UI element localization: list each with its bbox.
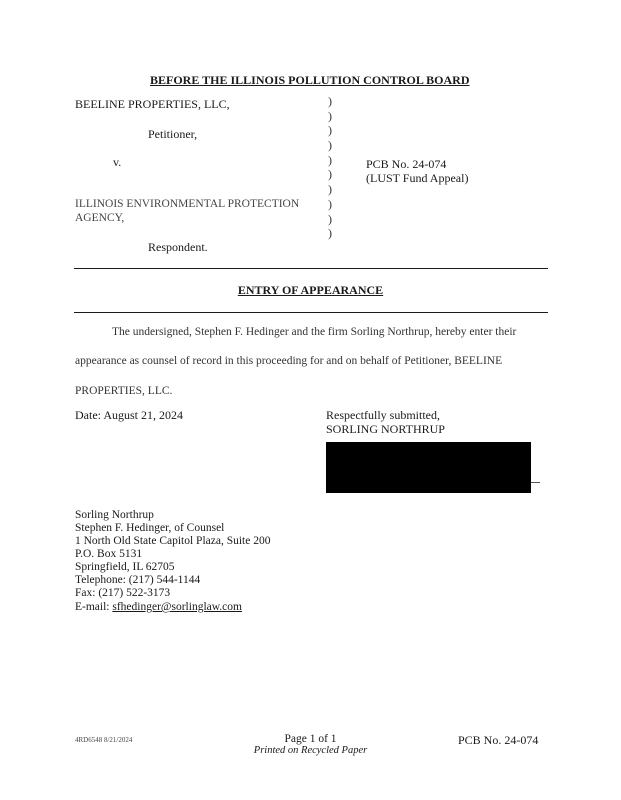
counsel-attorney: Stephen F. Hedinger, of Counsel — [75, 522, 225, 534]
paren: ) — [328, 152, 332, 167]
paren: ) — [328, 167, 332, 182]
body-line-3: PROPERTIES, LLC. — [75, 385, 173, 397]
signature-closing: Respectfully submitted, — [326, 408, 440, 422]
respondent-role: Respondent. — [148, 240, 208, 254]
footer-page-number: Page 1 of 1 — [284, 733, 337, 745]
body-line-2: appearance as counsel of record in this proceeding for and on behalf of Petitioner, BEELINE — [75, 355, 503, 367]
caption-parentheses — [328, 94, 332, 241]
counsel-email-row — [75, 600, 242, 614]
body-line-1: The undersigned, Stephen F. Hedinger and the firm Sorling Northrup, hereby enter their — [112, 326, 517, 338]
paren: ) — [328, 196, 332, 211]
paren: ) — [328, 182, 332, 197]
redacted-signature — [326, 442, 531, 493]
divider-bottom — [74, 312, 548, 313]
footer-doc-id: 4RD6548 8/21/2024 — [75, 736, 133, 744]
paren: ) — [328, 226, 332, 241]
divider-top — [74, 268, 548, 269]
email-label: E-mail: — [75, 601, 110, 613]
footer-recycled-note: Printed on Recycled Paper — [253, 745, 368, 756]
case-number: PCB No. 24-074 — [366, 157, 447, 171]
petitioner-name: BEELINE PROPERTIES, LLC, — [75, 97, 230, 111]
document-heading: ENTRY OF APPEARANCE — [237, 283, 384, 297]
signature-firm: SORLING NORTHRUP — [326, 422, 445, 436]
counsel-firm: Sorling Northrup — [75, 509, 154, 521]
date-line: Date: August 21, 2024 — [75, 408, 183, 422]
versus-label: v. — [113, 155, 122, 169]
footer-case-number: PCB No. 24-074 — [458, 733, 539, 747]
paren: ) — [328, 138, 332, 153]
paren: ) — [328, 123, 332, 138]
counsel-address-1: 1 North Old State Capitol Plaza, Suite 200 — [75, 535, 271, 547]
paren: ) — [328, 108, 332, 123]
email-link[interactable]: sfhedinger@sorlinglaw.com — [112, 601, 242, 613]
counsel-address-2: P.O. Box 5131 — [75, 548, 143, 560]
petitioner-role: Petitioner, — [148, 127, 198, 141]
board-title: BEFORE THE ILLINOIS POLLUTION CONTROL BOARD — [150, 73, 470, 87]
respondent-name-line2: AGENCY, — [75, 212, 125, 224]
paren: ) — [328, 211, 332, 226]
paren: ) — [328, 94, 332, 108]
respondent-name-line1: ILLINOIS ENVIRONMENTAL PROTECTION — [75, 198, 300, 210]
counsel-telephone: Telephone: (217) 544-1144 — [75, 574, 201, 586]
case-type: (LUST Fund Appeal) — [366, 171, 469, 185]
counsel-address-3: Springfield, IL 62705 — [75, 561, 175, 573]
counsel-fax: Fax: (217) 522-3173 — [75, 587, 171, 599]
